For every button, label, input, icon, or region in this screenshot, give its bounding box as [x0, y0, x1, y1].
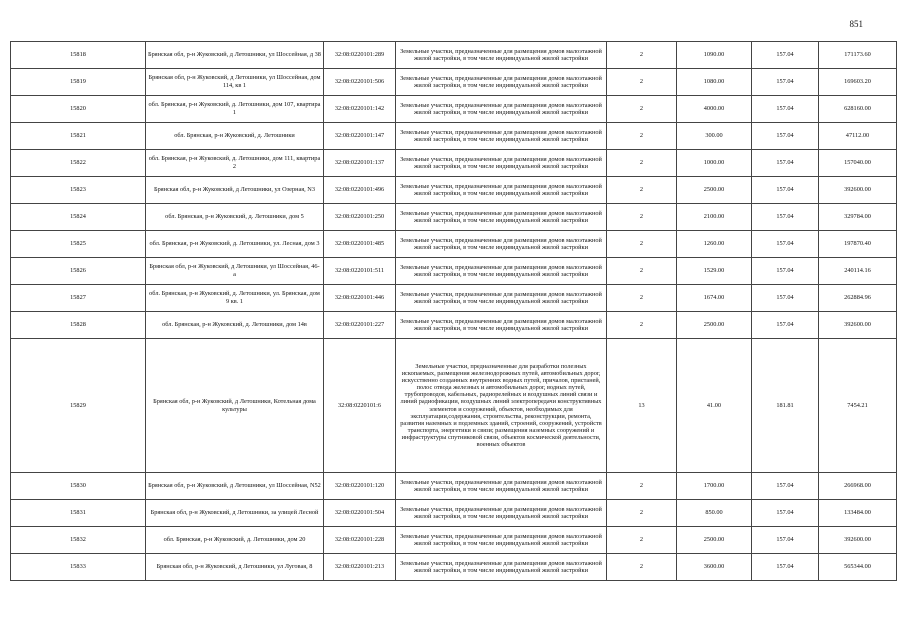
table-row	[11, 554, 897, 581]
category-cell: 2	[607, 96, 677, 123]
permitted-use-cell: Земельные участки, предназначенные для размещения домов малоэтажной жилой застройки, в том числе индивидуальной жилой застройки	[396, 150, 607, 177]
cadastral-value-cell: 392600.00	[819, 177, 897, 204]
area-cell: 2500.00	[677, 527, 752, 554]
address-cell: Брянская обл, р-н Жуковский, д Летошники, ул Шоссейная, дом 114, кв 1	[146, 69, 324, 96]
specific-value-cell: 157.04	[752, 554, 819, 581]
cadastral-number-cell: 32:08:0220101:137	[324, 150, 396, 177]
table-row	[11, 285, 897, 312]
specific-value-cell: 157.04	[752, 69, 819, 96]
table-row	[11, 150, 897, 177]
area-cell: 2500.00	[677, 177, 752, 204]
table-row	[11, 42, 897, 69]
category-cell: 2	[607, 285, 677, 312]
cadastral-number-cell: 32:08:0220101:485	[324, 231, 396, 258]
row-id-cell: 15825	[11, 231, 146, 258]
area-cell: 1090.00	[677, 42, 752, 69]
table-row	[11, 312, 897, 339]
row-id-cell: 15828	[11, 312, 146, 339]
category-cell: 2	[607, 500, 677, 527]
row-id-cell: 15827	[11, 285, 146, 312]
category-cell: 2	[607, 69, 677, 96]
address-cell: обл. Брянская, р-н Жуковский, д. Летошники, ул. Брянская, дом 9 кв. 1	[146, 285, 324, 312]
row-id-cell: 15821	[11, 123, 146, 150]
cadastral-value-table	[10, 41, 897, 581]
permitted-use-cell: Земельные участки, предназначенные для размещения домов малоэтажной жилой застройки, в том числе индивидуальной жилой застройки	[396, 231, 607, 258]
specific-value-cell: 157.04	[752, 527, 819, 554]
cadastral-value-cell: 392600.00	[819, 527, 897, 554]
cadastral-number-cell: 32:08:0220101:142	[324, 96, 396, 123]
category-cell: 2	[607, 177, 677, 204]
address-cell: Брянская обл, р-н Жуковский, д Летошники, ул Шоссейная, N52	[146, 473, 324, 500]
row-id-cell: 15829	[11, 339, 146, 473]
permitted-use-cell: Земельные участки, предназначенные для размещения домов малоэтажной жилой застройки, в том числе индивидуальной жилой застройки	[396, 177, 607, 204]
row-id-cell: 15831	[11, 500, 146, 527]
row-id-cell: 15822	[11, 150, 146, 177]
category-cell: 2	[607, 527, 677, 554]
cadastral-number-cell: 32:08:0220101:120	[324, 473, 396, 500]
row-id-cell: 15830	[11, 473, 146, 500]
address-cell: обл. Брянская, р-н Жуковский, д. Летошники, ул. Лесная, дом 3	[146, 231, 324, 258]
cadastral-value-cell: 171173.60	[819, 42, 897, 69]
cadastral-value-cell: 565344.00	[819, 554, 897, 581]
area-cell: 1080.00	[677, 69, 752, 96]
cadastral-value-cell: 169603.20	[819, 69, 897, 96]
cadastral-number-cell: 32:08:0220101:250	[324, 204, 396, 231]
category-cell: 2	[607, 204, 677, 231]
address-cell: обл. Брянская, р-н Жуковский, д. Летошники	[146, 123, 324, 150]
specific-value-cell: 157.04	[752, 204, 819, 231]
permitted-use-cell: Земельные участки, предназначенные для размещения домов малоэтажной жилой застройки, в том числе индивидуальной жилой застройки	[396, 42, 607, 69]
table-row	[11, 123, 897, 150]
permitted-use-cell: Земельные участки, предназначенные для размещения домов малоэтажной жилой застройки, в том числе индивидуальной жилой застройки	[396, 96, 607, 123]
cadastral-value-cell: 262884.96	[819, 285, 897, 312]
cadastral-number-cell: 32:08:0220101:213	[324, 554, 396, 581]
specific-value-cell: 157.04	[752, 150, 819, 177]
table-row	[11, 473, 897, 500]
cadastral-value-cell: 392600.00	[819, 312, 897, 339]
specific-value-cell: 157.04	[752, 231, 819, 258]
permitted-use-cell: Земельные участки, предназначенные для разработки полезных ископаемых, размещения железнодорожных путей, автомобильных дорог, искусственно созданных внутренних водных путей, причалов, пристаней, полос отвода железных и автомобильных дорог, водных путей, трубопроводов, кабельных, радиорелейных и воздушных линий связи и линий радиофикации, воздушных линий электропередачи конструктивных элементов и сооружений, объектов, необходимых для эксплуатации,содержания, строительства, реконструкции, ремонта, развития наземных и подземных зданий, строений, сооружений, устройств транспорта, энергетики и связи; размещения наземных сооружений и инфраструктуры спутниковой связи, объектов космической деятельности, военных объектов	[396, 339, 607, 473]
category-cell: 2	[607, 123, 677, 150]
table-row	[11, 69, 897, 96]
area-cell: 1000.00	[677, 150, 752, 177]
row-id-cell: 15833	[11, 554, 146, 581]
specific-value-cell: 157.04	[752, 123, 819, 150]
table-row	[11, 500, 897, 527]
cadastral-value-cell: 329784.00	[819, 204, 897, 231]
specific-value-cell: 157.04	[752, 96, 819, 123]
specific-value-cell: 157.04	[752, 42, 819, 69]
address-cell: обл. Брянская, р-н Жуковский, д. Летошники, дом 107, квартира 1	[146, 96, 324, 123]
category-cell: 2	[607, 231, 677, 258]
specific-value-cell: 157.04	[752, 500, 819, 527]
area-cell: 300.00	[677, 123, 752, 150]
category-cell: 2	[607, 258, 677, 285]
row-id-cell: 15832	[11, 527, 146, 554]
cadastral-number-cell: 32:08:0220101:506	[324, 69, 396, 96]
row-id-cell: 15824	[11, 204, 146, 231]
permitted-use-cell: Земельные участки, предназначенные для размещения домов малоэтажной жилой застройки, в том числе индивидуальной жилой застройки	[396, 204, 607, 231]
permitted-use-cell: Земельные участки, предназначенные для размещения домов малоэтажной жилой застройки, в том числе индивидуальной жилой застройки	[396, 473, 607, 500]
category-cell: 2	[607, 42, 677, 69]
specific-value-cell: 157.04	[752, 473, 819, 500]
address-cell: обл. Брянская, р-н Жуковский, д. Летошники, дом 111, квартира 2	[146, 150, 324, 177]
permitted-use-cell: Земельные участки, предназначенные для размещения домов малоэтажной жилой застройки, в том числе индивидуальной жилой застройки	[396, 123, 607, 150]
address-cell: Брянская обл, р-н Жуковский, д Летошники, ул Шоссейная, д 38	[146, 42, 324, 69]
cadastral-value-cell: 240114.16	[819, 258, 897, 285]
specific-value-cell: 157.04	[752, 285, 819, 312]
cadastral-number-cell: 32:08:0220101:228	[324, 527, 396, 554]
specific-value-cell: 157.04	[752, 312, 819, 339]
address-cell: Брянская обл, р-н Жуковский, д Летошники, ул Шоссейная, 46-а	[146, 258, 324, 285]
address-cell: обл. Брянская, р-н Жуковский, д. Летошники, дом 5	[146, 204, 324, 231]
area-cell: 4000.00	[677, 96, 752, 123]
permitted-use-cell: Земельные участки, предназначенные для размещения домов малоэтажной жилой застройки, в том числе индивидуальной жилой застройки	[396, 312, 607, 339]
cadastral-number-cell: 32:08:0220101:227	[324, 312, 396, 339]
cadastral-number-cell: 32:08:0220101:504	[324, 500, 396, 527]
cadastral-number-cell: 32:08:0220101:6	[324, 339, 396, 473]
row-id-cell: 15823	[11, 177, 146, 204]
address-cell: обл. Брянская, р-н Жуковский, д. Летошники, дом 20	[146, 527, 324, 554]
table-row	[11, 258, 897, 285]
page-number: 851	[849, 19, 863, 29]
area-cell: 3600.00	[677, 554, 752, 581]
address-cell: Брянская обл, р-н Жуковский, д Летошники, Котельная дома культуры	[146, 339, 324, 473]
permitted-use-cell: Земельные участки, предназначенные для размещения домов малоэтажной жилой застройки, в том числе индивидуальной жилой застройки	[396, 285, 607, 312]
area-cell: 1529.00	[677, 258, 752, 285]
cadastral-value-cell: 133484.00	[819, 500, 897, 527]
address-cell: Брянская обл, р-н Жуковский, д Летошники, ул Озерная, N3	[146, 177, 324, 204]
cadastral-value-cell: 157040.00	[819, 150, 897, 177]
cadastral-number-cell: 32:08:0220101:147	[324, 123, 396, 150]
permitted-use-cell: Земельные участки, предназначенные для размещения домов малоэтажной жилой застройки, в том числе индивидуальной жилой застройки	[396, 69, 607, 96]
category-cell: 2	[607, 554, 677, 581]
table-row	[11, 339, 897, 473]
table-row	[11, 177, 897, 204]
permitted-use-cell: Земельные участки, предназначенные для размещения домов малоэтажной жилой застройки, в том числе индивидуальной жилой застройки	[396, 500, 607, 527]
area-cell: 2500.00	[677, 312, 752, 339]
specific-value-cell: 157.04	[752, 177, 819, 204]
cadastral-value-cell: 266968.00	[819, 473, 897, 500]
cadastral-number-cell: 32:08:0220101:289	[324, 42, 396, 69]
row-id-cell: 15820	[11, 96, 146, 123]
permitted-use-cell: Земельные участки, предназначенные для размещения домов малоэтажной жилой застройки, в том числе индивидуальной жилой застройки	[396, 554, 607, 581]
table-row	[11, 96, 897, 123]
area-cell: 1260.00	[677, 231, 752, 258]
cadastral-number-cell: 32:08:0220101:511	[324, 258, 396, 285]
row-id-cell: 15818	[11, 42, 146, 69]
table-row	[11, 204, 897, 231]
table-body	[11, 42, 897, 581]
cadastral-value-cell: 197870.40	[819, 231, 897, 258]
address-cell: Брянская обл, р-н Жуковский, д Летошники, за улицей Лесной	[146, 500, 324, 527]
address-cell: Брянская обл, р-н Жуковский, д Летошники, ул Луговая, 8	[146, 554, 324, 581]
cadastral-value-cell: 47112.00	[819, 123, 897, 150]
area-cell: 1700.00	[677, 473, 752, 500]
specific-value-cell: 157.04	[752, 258, 819, 285]
permitted-use-cell: Земельные участки, предназначенные для размещения домов малоэтажной жилой застройки, в том числе индивидуальной жилой застройки	[396, 527, 607, 554]
area-cell: 1674.00	[677, 285, 752, 312]
cadastral-value-cell: 628160.00	[819, 96, 897, 123]
row-id-cell: 15819	[11, 69, 146, 96]
category-cell: 13	[607, 339, 677, 473]
area-cell: 850.00	[677, 500, 752, 527]
specific-value-cell: 181.81	[752, 339, 819, 473]
cadastral-value-cell: 7454.21	[819, 339, 897, 473]
table-row	[11, 231, 897, 258]
table-row	[11, 527, 897, 554]
address-cell: обл. Брянская, р-н Жуковский, д. Летошники, дом 14в	[146, 312, 324, 339]
permitted-use-cell: Земельные участки, предназначенные для размещения домов малоэтажной жилой застройки, в том числе индивидуальной жилой застройки	[396, 258, 607, 285]
cadastral-number-cell: 32:08:0220101:446	[324, 285, 396, 312]
category-cell: 2	[607, 150, 677, 177]
area-cell: 41.00	[677, 339, 752, 473]
category-cell: 2	[607, 473, 677, 500]
cadastral-number-cell: 32:08:0220101:496	[324, 177, 396, 204]
area-cell: 2100.00	[677, 204, 752, 231]
category-cell: 2	[607, 312, 677, 339]
row-id-cell: 15826	[11, 258, 146, 285]
